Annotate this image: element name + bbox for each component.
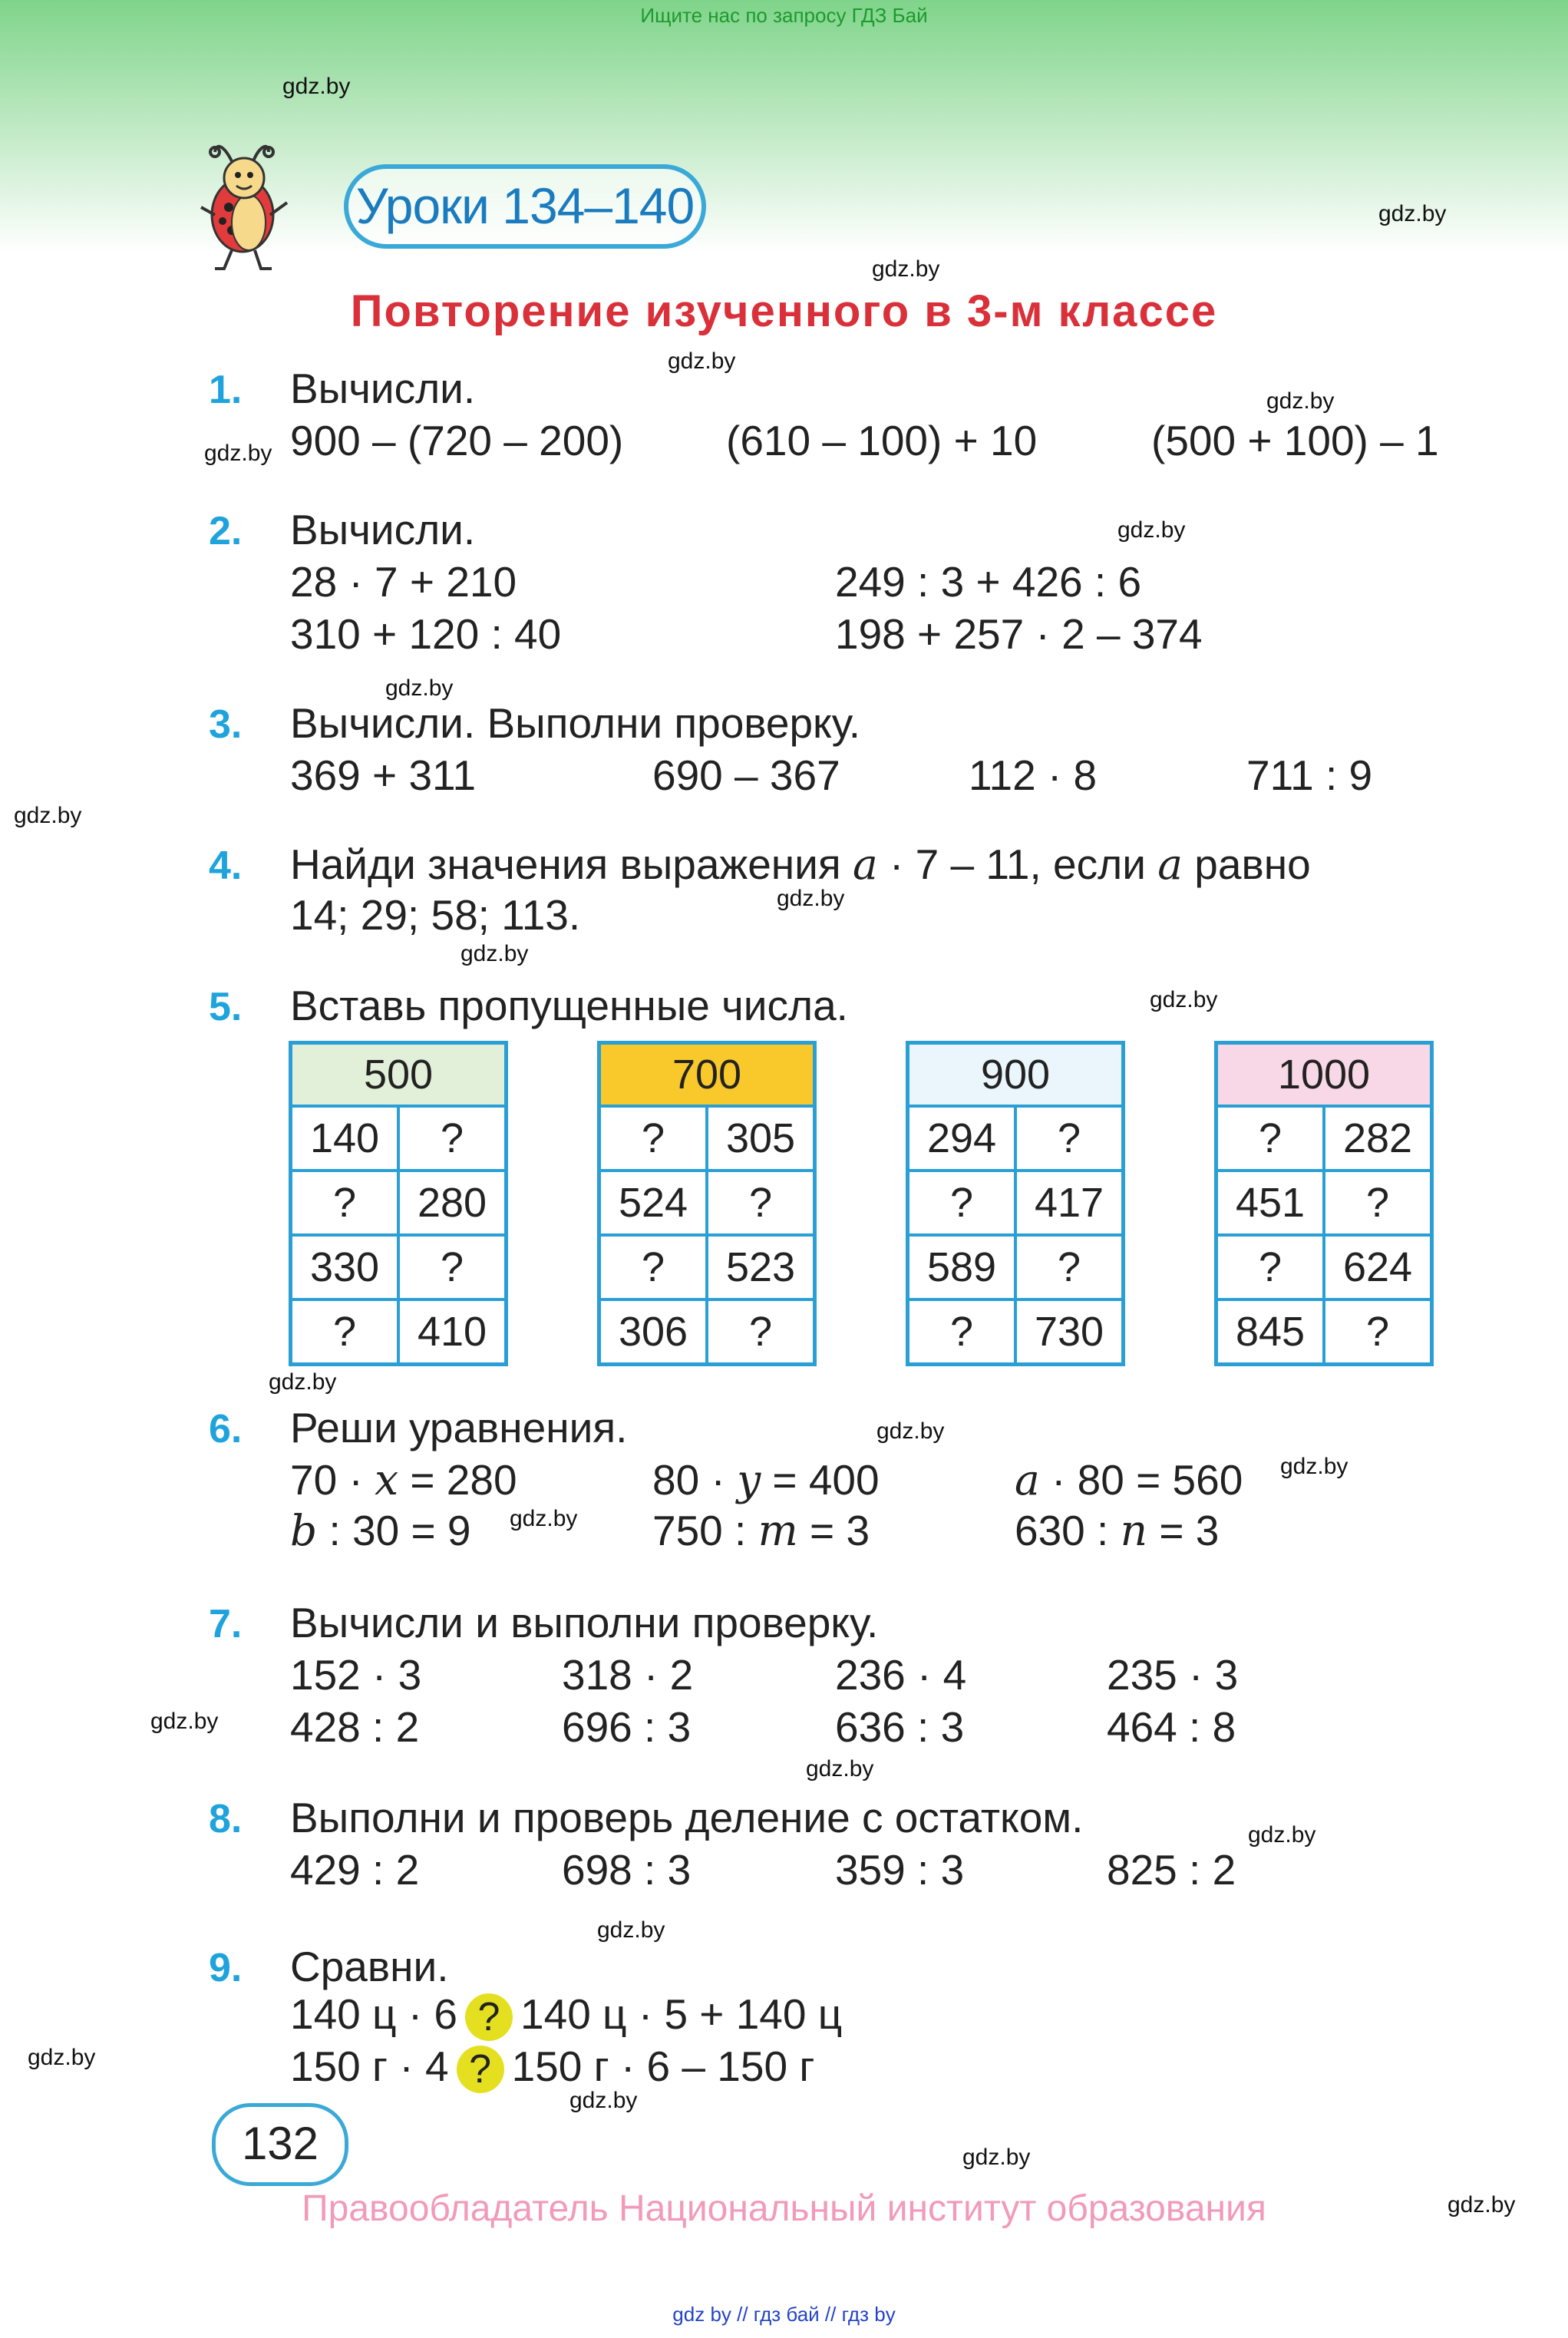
task-1-expression: 900 – (720 – 200) bbox=[290, 417, 624, 464]
table-cell: 410 bbox=[398, 1299, 507, 1365]
table-header: 1000 bbox=[1216, 1043, 1432, 1107]
bottom-links: gdz by // гдз бай // гдз by bbox=[672, 2303, 896, 2326]
task-8-expression: 359 : 3 bbox=[835, 1846, 965, 1894]
watermark: gdz.by bbox=[282, 74, 351, 99]
task-7-expression: 235 · 3 bbox=[1107, 1651, 1239, 1699]
variable-b: b bbox=[290, 1506, 318, 1555]
table-cell: ? bbox=[398, 1106, 507, 1171]
task-3-title: Вычисли. Выполни проверку. bbox=[290, 699, 861, 747]
ladybug-icon bbox=[193, 138, 301, 276]
watermark: gdz.by bbox=[668, 348, 736, 374]
table-cell: 140 bbox=[291, 1106, 399, 1171]
watermark: gdz.by bbox=[385, 675, 454, 701]
watermark: gdz.by bbox=[510, 1506, 578, 1531]
task-3-expression: 711 : 9 bbox=[1246, 751, 1373, 799]
variable-m: m bbox=[758, 1506, 798, 1555]
equation bbox=[1015, 1506, 1219, 1555]
task-4-text bbox=[290, 840, 1311, 889]
task-3-expression: 369 + 311 bbox=[290, 751, 477, 799]
variable-y: y bbox=[737, 1455, 761, 1504]
watermark: gdz.by bbox=[1280, 1454, 1348, 1479]
task-7-number: 7. bbox=[209, 1602, 243, 1646]
task-8-number: 8. bbox=[209, 1797, 243, 1841]
compare-sign-placeholder: ? bbox=[457, 2046, 504, 2093]
watermark: gdz.by bbox=[150, 1709, 219, 1734]
table-header: 900 bbox=[908, 1043, 1124, 1107]
watermark: gdz.by bbox=[1266, 388, 1335, 414]
equation bbox=[290, 1506, 471, 1555]
task-1-number: 1. bbox=[209, 368, 243, 412]
task-7-expression: 464 : 8 bbox=[1107, 1703, 1236, 1751]
table-cell: 306 bbox=[599, 1299, 708, 1365]
task-9-title: Сравни. bbox=[290, 1943, 449, 1990]
equation-part: = 3 bbox=[797, 1507, 870, 1554]
variable-x: x bbox=[375, 1455, 399, 1504]
task-1-expression: (500 + 100) – 1 bbox=[1151, 417, 1439, 464]
table-cell: ? bbox=[908, 1171, 1016, 1235]
variable-a: a bbox=[1157, 840, 1183, 889]
table-cell: ? bbox=[908, 1299, 1016, 1365]
table-cell: 845 bbox=[1216, 1299, 1325, 1365]
equation-part: 70 · bbox=[290, 1456, 375, 1504]
table-cell: 294 bbox=[908, 1106, 1016, 1171]
task-8-title: Выполни и проверь деление с остатком. bbox=[290, 1794, 1084, 1841]
number-table bbox=[1214, 1041, 1434, 1366]
variable-a: a bbox=[852, 840, 878, 889]
equation-part: · 80 = 560 bbox=[1039, 1456, 1243, 1504]
task-9-number: 9. bbox=[209, 1946, 243, 1990]
variable-a: a bbox=[1015, 1455, 1040, 1504]
task-6-title: Реши уравнения. bbox=[290, 1404, 628, 1451]
table-cell: ? bbox=[707, 1171, 815, 1235]
task-4-text-part: равно bbox=[1183, 840, 1311, 888]
comparison-left: 150 г · 4 bbox=[290, 2042, 449, 2090]
watermark: gdz.by bbox=[204, 441, 272, 466]
task-3-expression: 690 – 367 bbox=[652, 751, 840, 799]
table-header: 500 bbox=[291, 1043, 507, 1107]
table-cell: ? bbox=[291, 1171, 399, 1235]
table-cell: ? bbox=[1324, 1171, 1432, 1235]
table-cell: 280 bbox=[398, 1171, 507, 1235]
task-7-title: Вычисли и выполни проверку. bbox=[290, 1599, 879, 1646]
task-7-expression: 236 · 4 bbox=[835, 1651, 967, 1699]
watermark: gdz.by bbox=[1378, 201, 1447, 226]
table-cell: 282 bbox=[1324, 1106, 1432, 1171]
task-1-title: Вычисли. bbox=[290, 365, 476, 412]
table-cell: 624 bbox=[1324, 1235, 1432, 1299]
table-cell: 451 bbox=[1216, 1171, 1325, 1235]
watermark: gdz.by bbox=[962, 2145, 1031, 2170]
table-cell: 330 bbox=[291, 1235, 399, 1299]
comparison-row bbox=[290, 1990, 842, 2041]
table-cell: 417 bbox=[1015, 1171, 1124, 1235]
equation bbox=[652, 1455, 880, 1504]
watermark: gdz.by bbox=[269, 1369, 337, 1395]
comparison-right: 140 ц · 5 + 140 ц bbox=[520, 1990, 843, 2038]
table-cell: ? bbox=[1015, 1235, 1124, 1299]
task-2-title: Вычисли. bbox=[290, 506, 476, 553]
watermark: gdz.by bbox=[14, 803, 82, 828]
comparison-left: 140 ц · 6 bbox=[290, 1990, 458, 2038]
task-7-expression: 152 · 3 bbox=[290, 1651, 422, 1699]
watermark: gdz.by bbox=[1448, 2192, 1516, 2217]
table-cell: ? bbox=[1216, 1106, 1325, 1171]
task-8-expression: 825 : 2 bbox=[1107, 1846, 1236, 1894]
equation-part: = 3 bbox=[1147, 1507, 1220, 1554]
task-3-number: 3. bbox=[209, 702, 243, 747]
page-number: 132 bbox=[212, 2103, 348, 2186]
table-cell: ? bbox=[1216, 1235, 1325, 1299]
watermark: gdz.by bbox=[597, 1917, 665, 1943]
number-table bbox=[289, 1041, 508, 1366]
watermark: gdz.by bbox=[28, 2045, 96, 2070]
table-cell: ? bbox=[291, 1299, 399, 1365]
task-5-number: 5. bbox=[209, 985, 243, 1029]
table-cell: ? bbox=[1324, 1299, 1432, 1365]
task-4-text-part: Найди значения выражения bbox=[290, 840, 853, 888]
table-cell: 305 bbox=[707, 1106, 815, 1171]
watermark: gdz.by bbox=[1117, 517, 1186, 543]
table-cell: ? bbox=[1015, 1106, 1124, 1171]
task-6-number: 6. bbox=[209, 1407, 243, 1451]
watermark: gdz.by bbox=[777, 886, 845, 911]
equation-part: : 30 = 9 bbox=[317, 1507, 471, 1554]
watermark: gdz.by bbox=[569, 2088, 638, 2113]
task-7-expression: 318 · 2 bbox=[562, 1651, 694, 1699]
task-2-number: 2. bbox=[209, 509, 243, 553]
task-2-expression: 198 + 257 · 2 – 374 bbox=[835, 610, 1203, 658]
variable-n: n bbox=[1120, 1506, 1148, 1555]
watermark: gdz.by bbox=[872, 256, 940, 282]
table-cell: 523 bbox=[707, 1235, 815, 1299]
number-table bbox=[906, 1041, 1125, 1366]
task-7-expression: 636 : 3 bbox=[835, 1703, 965, 1751]
lesson-title: Уроки 134–140 bbox=[344, 164, 706, 249]
rights-holder: Правообладатель Национальный институт образования bbox=[302, 2188, 1266, 2229]
task-4-text-part: · 7 – 11, если bbox=[877, 840, 1158, 888]
watermark: gdz.by bbox=[1248, 1822, 1316, 1848]
compare-sign-placeholder: ? bbox=[465, 1993, 513, 2041]
table-cell: ? bbox=[599, 1235, 708, 1299]
task-4-values: 14; 29; 58; 113. bbox=[290, 891, 581, 939]
table-header: 700 bbox=[599, 1043, 815, 1107]
equation bbox=[1015, 1455, 1243, 1504]
comparison-row bbox=[290, 2042, 814, 2093]
task-3-expression: 112 · 8 bbox=[969, 751, 1098, 799]
table-cell: 589 bbox=[908, 1235, 1016, 1299]
table-cell: 730 bbox=[1015, 1299, 1124, 1365]
equation-part: = 400 bbox=[761, 1456, 880, 1504]
equation-part: 750 : bbox=[652, 1507, 758, 1554]
task-1-expression: (610 – 100) + 10 bbox=[726, 417, 1038, 464]
watermark: gdz.by bbox=[806, 1756, 874, 1782]
task-7-expression: 696 : 3 bbox=[562, 1703, 692, 1751]
equation bbox=[290, 1455, 517, 1504]
task-2-expression: 28 · 7 + 210 bbox=[290, 558, 517, 606]
equation-part: 630 : bbox=[1015, 1507, 1121, 1554]
task-2-expression: 249 : 3 + 426 : 6 bbox=[835, 558, 1142, 606]
number-table bbox=[597, 1041, 817, 1366]
equation bbox=[652, 1506, 870, 1555]
table-cell: ? bbox=[599, 1106, 708, 1171]
table-cell: 524 bbox=[599, 1171, 708, 1235]
watermark: gdz.by bbox=[1150, 987, 1218, 1012]
watermark: gdz.by bbox=[876, 1418, 945, 1444]
table-cell: ? bbox=[707, 1299, 815, 1365]
task-2-expression: 310 + 120 : 40 bbox=[290, 610, 562, 658]
watermark: gdz.by bbox=[460, 941, 529, 966]
task-5-title: Вставь пропущенные числа. bbox=[290, 982, 848, 1029]
task-8-expression: 698 : 3 bbox=[562, 1846, 692, 1894]
section-heading: Повторение изученного в 3-м классе bbox=[350, 286, 1218, 336]
table-cell: ? bbox=[398, 1235, 507, 1299]
task-7-expression: 428 : 2 bbox=[290, 1703, 420, 1751]
comparison-right: 150 г · 6 – 150 г bbox=[511, 2042, 815, 2090]
task-8-expression: 429 : 2 bbox=[290, 1846, 420, 1894]
top-note: Ищите нас по запросу ГДЗ Бай bbox=[640, 4, 928, 27]
equation-part: = 280 bbox=[398, 1456, 517, 1504]
task-4-number: 4. bbox=[209, 844, 243, 888]
equation-part: 80 · bbox=[652, 1456, 738, 1504]
